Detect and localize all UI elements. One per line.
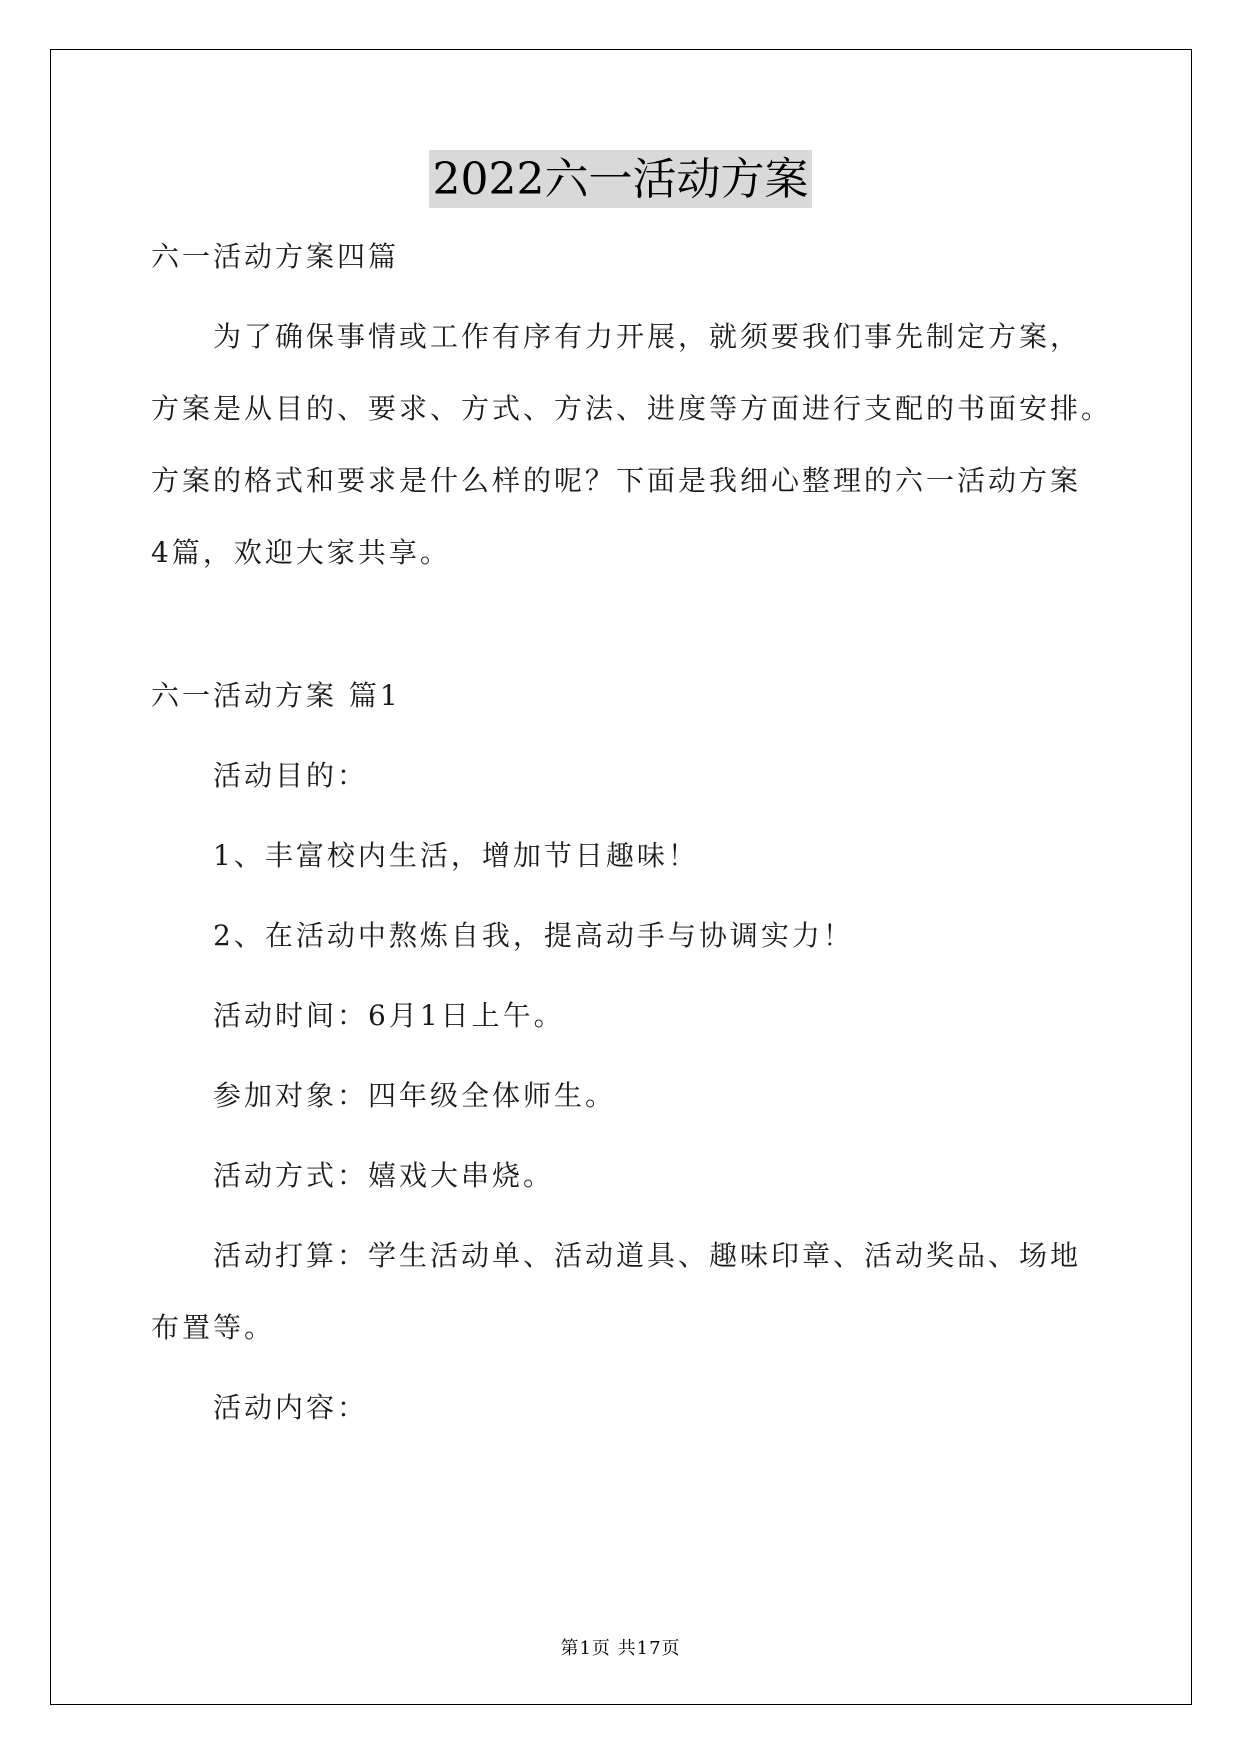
page-footer: 第1页 共17页 (560, 1638, 681, 1659)
activity-time: 活动时间：6月1日上午。 (213, 999, 565, 1032)
page-border (50, 49, 1192, 1705)
purpose-item-1: 1、丰富校内生活，增加节日趣味！ (213, 839, 699, 872)
title-container (0, 150, 1241, 208)
activity-method: 活动方式：嬉戏大串烧。 (213, 1159, 555, 1192)
purpose-item-2: 2、在活动中熬炼自我，提高动手与协调实力！ (213, 919, 854, 952)
participants: 参加对象：四年级全体师生。 (213, 1079, 617, 1112)
intro-line-4: 4篇，欢迎大家共享。 (151, 536, 451, 569)
intro-line-1: 为了确保事情或工作有序有力开展，就须要我们事先制定方案， (213, 320, 1082, 353)
document-subtitle: 六一活动方案四篇 (151, 240, 400, 273)
intro-line-2: 方案是从目的、要求、方式、方法、进度等方面进行支配的书面安排。 (151, 392, 1113, 425)
content-label: 活动内容： (213, 1391, 369, 1424)
document-title: 2022六一活动方案 (429, 150, 813, 208)
purpose-label: 活动目的： (213, 759, 369, 792)
section-heading: 六一活动方案 篇1 (151, 679, 401, 712)
intro-line-3: 方案的格式和要求是什么样的呢？下面是我细心整理的六一活动方案 (151, 464, 1082, 497)
preparation-line-2: 布置等。 (151, 1311, 276, 1344)
preparation-line-1: 活动打算：学生活动单、活动道具、趣味印章、活动奖品、场地 (213, 1239, 1082, 1272)
